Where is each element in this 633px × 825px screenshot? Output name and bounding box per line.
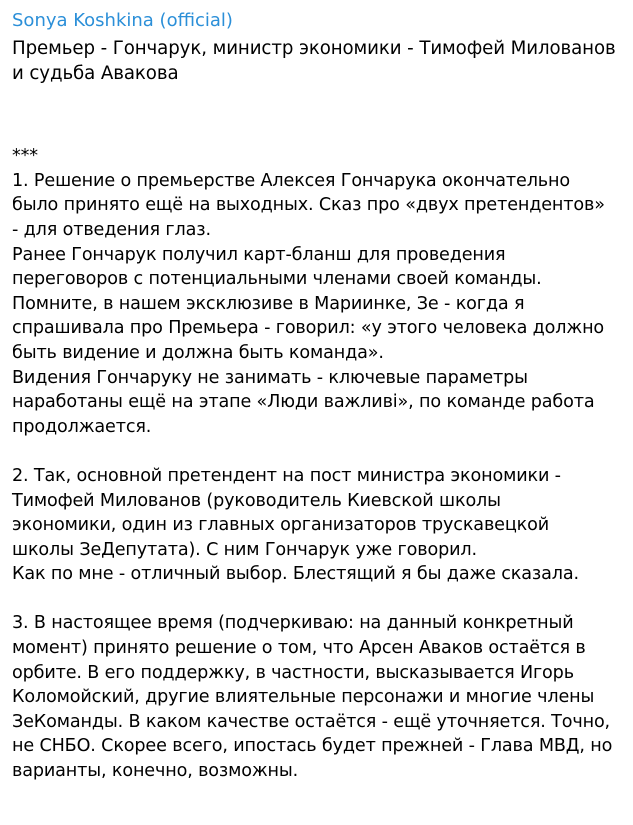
post-title-line: и судьба Авакова [12, 62, 179, 84]
paragraph-line: варианты, конечно, возможны. [12, 761, 299, 782]
post-title [12, 36, 633, 85]
paragraph-line: Видения Гончаруку не занимать - ключевые параметры [12, 367, 528, 388]
paragraph-line: ЗеКоманды. В каком качестве остаётся - ещё уточняется. Точно, [12, 711, 610, 732]
post-title-line: Премьер - Гончарук, министр экономики - Тимофей Милованов [12, 38, 616, 59]
paragraph-line: спрашивала про Премьера - говорил: «у этого человека должно [12, 318, 605, 339]
paragraph-line: Помните, в нашем эксклюзиве в Мариинке, Зе - когда я [12, 293, 525, 314]
paragraph-line: - для отведения глаз. [12, 219, 211, 240]
paragraph-line: 2. Так, основной претендент на пост министра экономики - [12, 465, 561, 486]
paragraph-line: 1. Решение о премьерстве Алексея Гончарука окончательно [12, 170, 570, 191]
paragraph-line: наработаны ещё на этапе «Люди важливі», по команде работа [12, 392, 595, 413]
paragraph-line: было принято ещё на выходных. Сказ про «двух претендентов» [12, 195, 605, 216]
paragraph-line: орбите. В его поддержку, в частности, высказывается Игорь [12, 662, 574, 683]
paragraph-gap [12, 439, 633, 464]
paragraph-2 [12, 464, 633, 587]
channel-name-link[interactable]: Sonya Koshkina (official) [12, 10, 233, 31]
paragraph-line: Коломойский, другие влиятельные персонажи и многие члены [12, 687, 595, 708]
paragraph-3 [12, 611, 633, 783]
paragraph-line: 3. В настоящее время (подчеркиваю: на данный конкретный [12, 613, 574, 634]
post-body [12, 144, 633, 783]
paragraph-line: Как по мне - отличный выбор. Блестящий я бы даже сказала. [12, 564, 579, 585]
paragraph-line: экономики, один из главных организаторов трускавецкой [12, 515, 550, 536]
paragraph-line: момент) принято решение о том, что Арсен Аваков остаётся в [12, 638, 586, 659]
paragraph-line: продолжается. [12, 416, 152, 437]
paragraph-line: школы ЗеДепутата). С ним Гончарук уже говорил. [12, 539, 477, 560]
paragraph-line: переговоров с потенциальными членами своей команды. [12, 269, 542, 290]
paragraph-line: быть видение и должна быть команда». [12, 342, 384, 363]
separator: *** [12, 146, 38, 167]
paragraph-1 [12, 169, 633, 440]
paragraph-line: Ранее Гончарук получил карт-бланш для проведения [12, 244, 506, 265]
paragraph-gap [12, 587, 633, 612]
paragraph-line: Тимофей Милованов (руководитель Киевской школы [12, 490, 501, 511]
paragraph-line: не СНБО. Скорее всего, ипостась будет прежней - Глава МВД, но [12, 736, 613, 757]
